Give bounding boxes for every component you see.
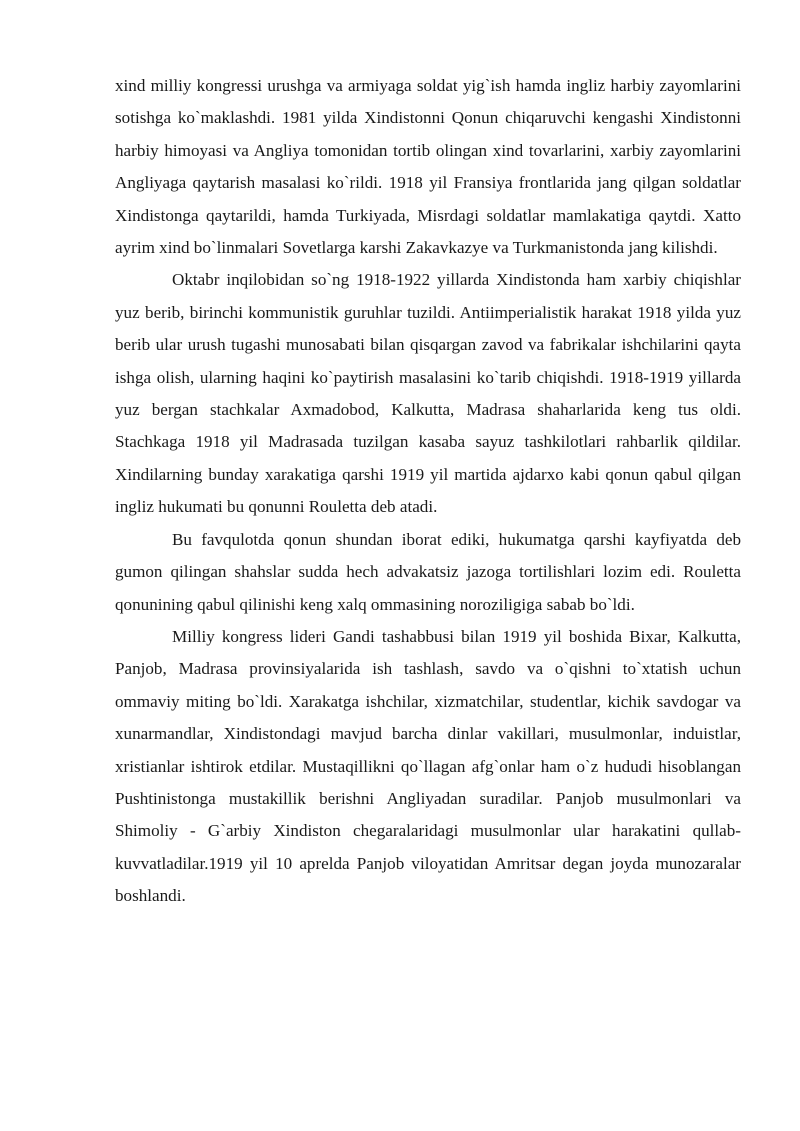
paragraph-3: Bu favqulotda qonun shundan iborat ediki, hukumatga qarshi kayfiyatda deb gumon qilingan shahslar sudda hech advakatsiz jazoga tortilishlari lozim edi. Rouletta qonunining qabul qilinishi keng xalq ommasining noroziligiga sabab bo`ldi. — [115, 529, 741, 614]
paragraph-4: Milliy kongress lideri Gandi tashabbusi bilan 1919 yil boshida Bixar, Kalkutta, Panjob, Madrasa provinsiyalarida ish tashlash, savdo va o`qishni to`xtatish uchun ommaviy miting bo`ldi. Xarakatga ishchilar, xizmatchilar, studentlar, kichik savdogar va xunarmandlar, Xindistondagi mavjud barcha dinlar vakillari, musulmonlar, induistlar, xristianlar ishtirok etdilar. Mustaqillikni qo`llagan afg`onlar ham o`z hududi hisoblangan Pushtinistonga mustakillik berishni Angliyadan suradilar. Panjob musulmonlari va Shimoliy - G`arbiy Xindiston chegaralaridagi musulmonlar ular harakatini qullab-kuvvatladilar.1919 yil 10 aprelda Panjob viloyatidan Amritsar degan joyda munozaralar boshlandi. — [115, 626, 741, 906]
document-page — [115, 70, 741, 913]
paragraph-2: Oktabr inqilobidan so`ng 1918-1922 yillarda Xindistonda ham xarbiy chiqishlar yuz berib, birinchi kommunistik guruhlar tuzildi. Antiimperialistik harakat 1918 yilda yuz berib ular urush tugashi munosabati bilan qisqargan zavod va fabrikalar ishchilarini qayta ishga olish, ularning haqini ko`paytirish masalasini ko`tarib chiqishdi. 1918-1919 yillarda yuz bergan stachkalar Axmadobod, Kalkutta, Madrasa shaharlarida keng tus oldi. Stachkaga 1918 yil Madrasada tuzilgan kasaba sayuz tashkilotlari rahbarlik qildilar. Xindilarning bunday xarakatiga qarshi 1919 yil martida ajdarxo kabi qonun qabul qilgan ingliz hukumati bu qonunni Rouletta deb atadi. — [115, 270, 741, 517]
paragraph-1: xind milliy kongressi urushga va armiyaga soldat yig`ish hamda ingliz harbiy zayomlarini sotishga ko`maklashdi. 1981 yilda Xindistonni Qonun chiqaruvchi kengashi Xindistonni harbiy himoyasi va Angliya tomonidan tortib olingan xind tovarlarini, xarbiy zayomlarini Angliyaga qaytarish masalasi ko`rildi. 1918 yil Fransiya frontlarida jang qilgan soldatlar Xindistonga qaytarildi, hamda Turkiyada, Misrdagi soldatlar mamlakatiga qaytdi. Xatto ayrim xind bo`linmalari Sovetlarga karshi Zakavkazye va Turkmanistonda jang kilishdi. — [115, 76, 741, 258]
